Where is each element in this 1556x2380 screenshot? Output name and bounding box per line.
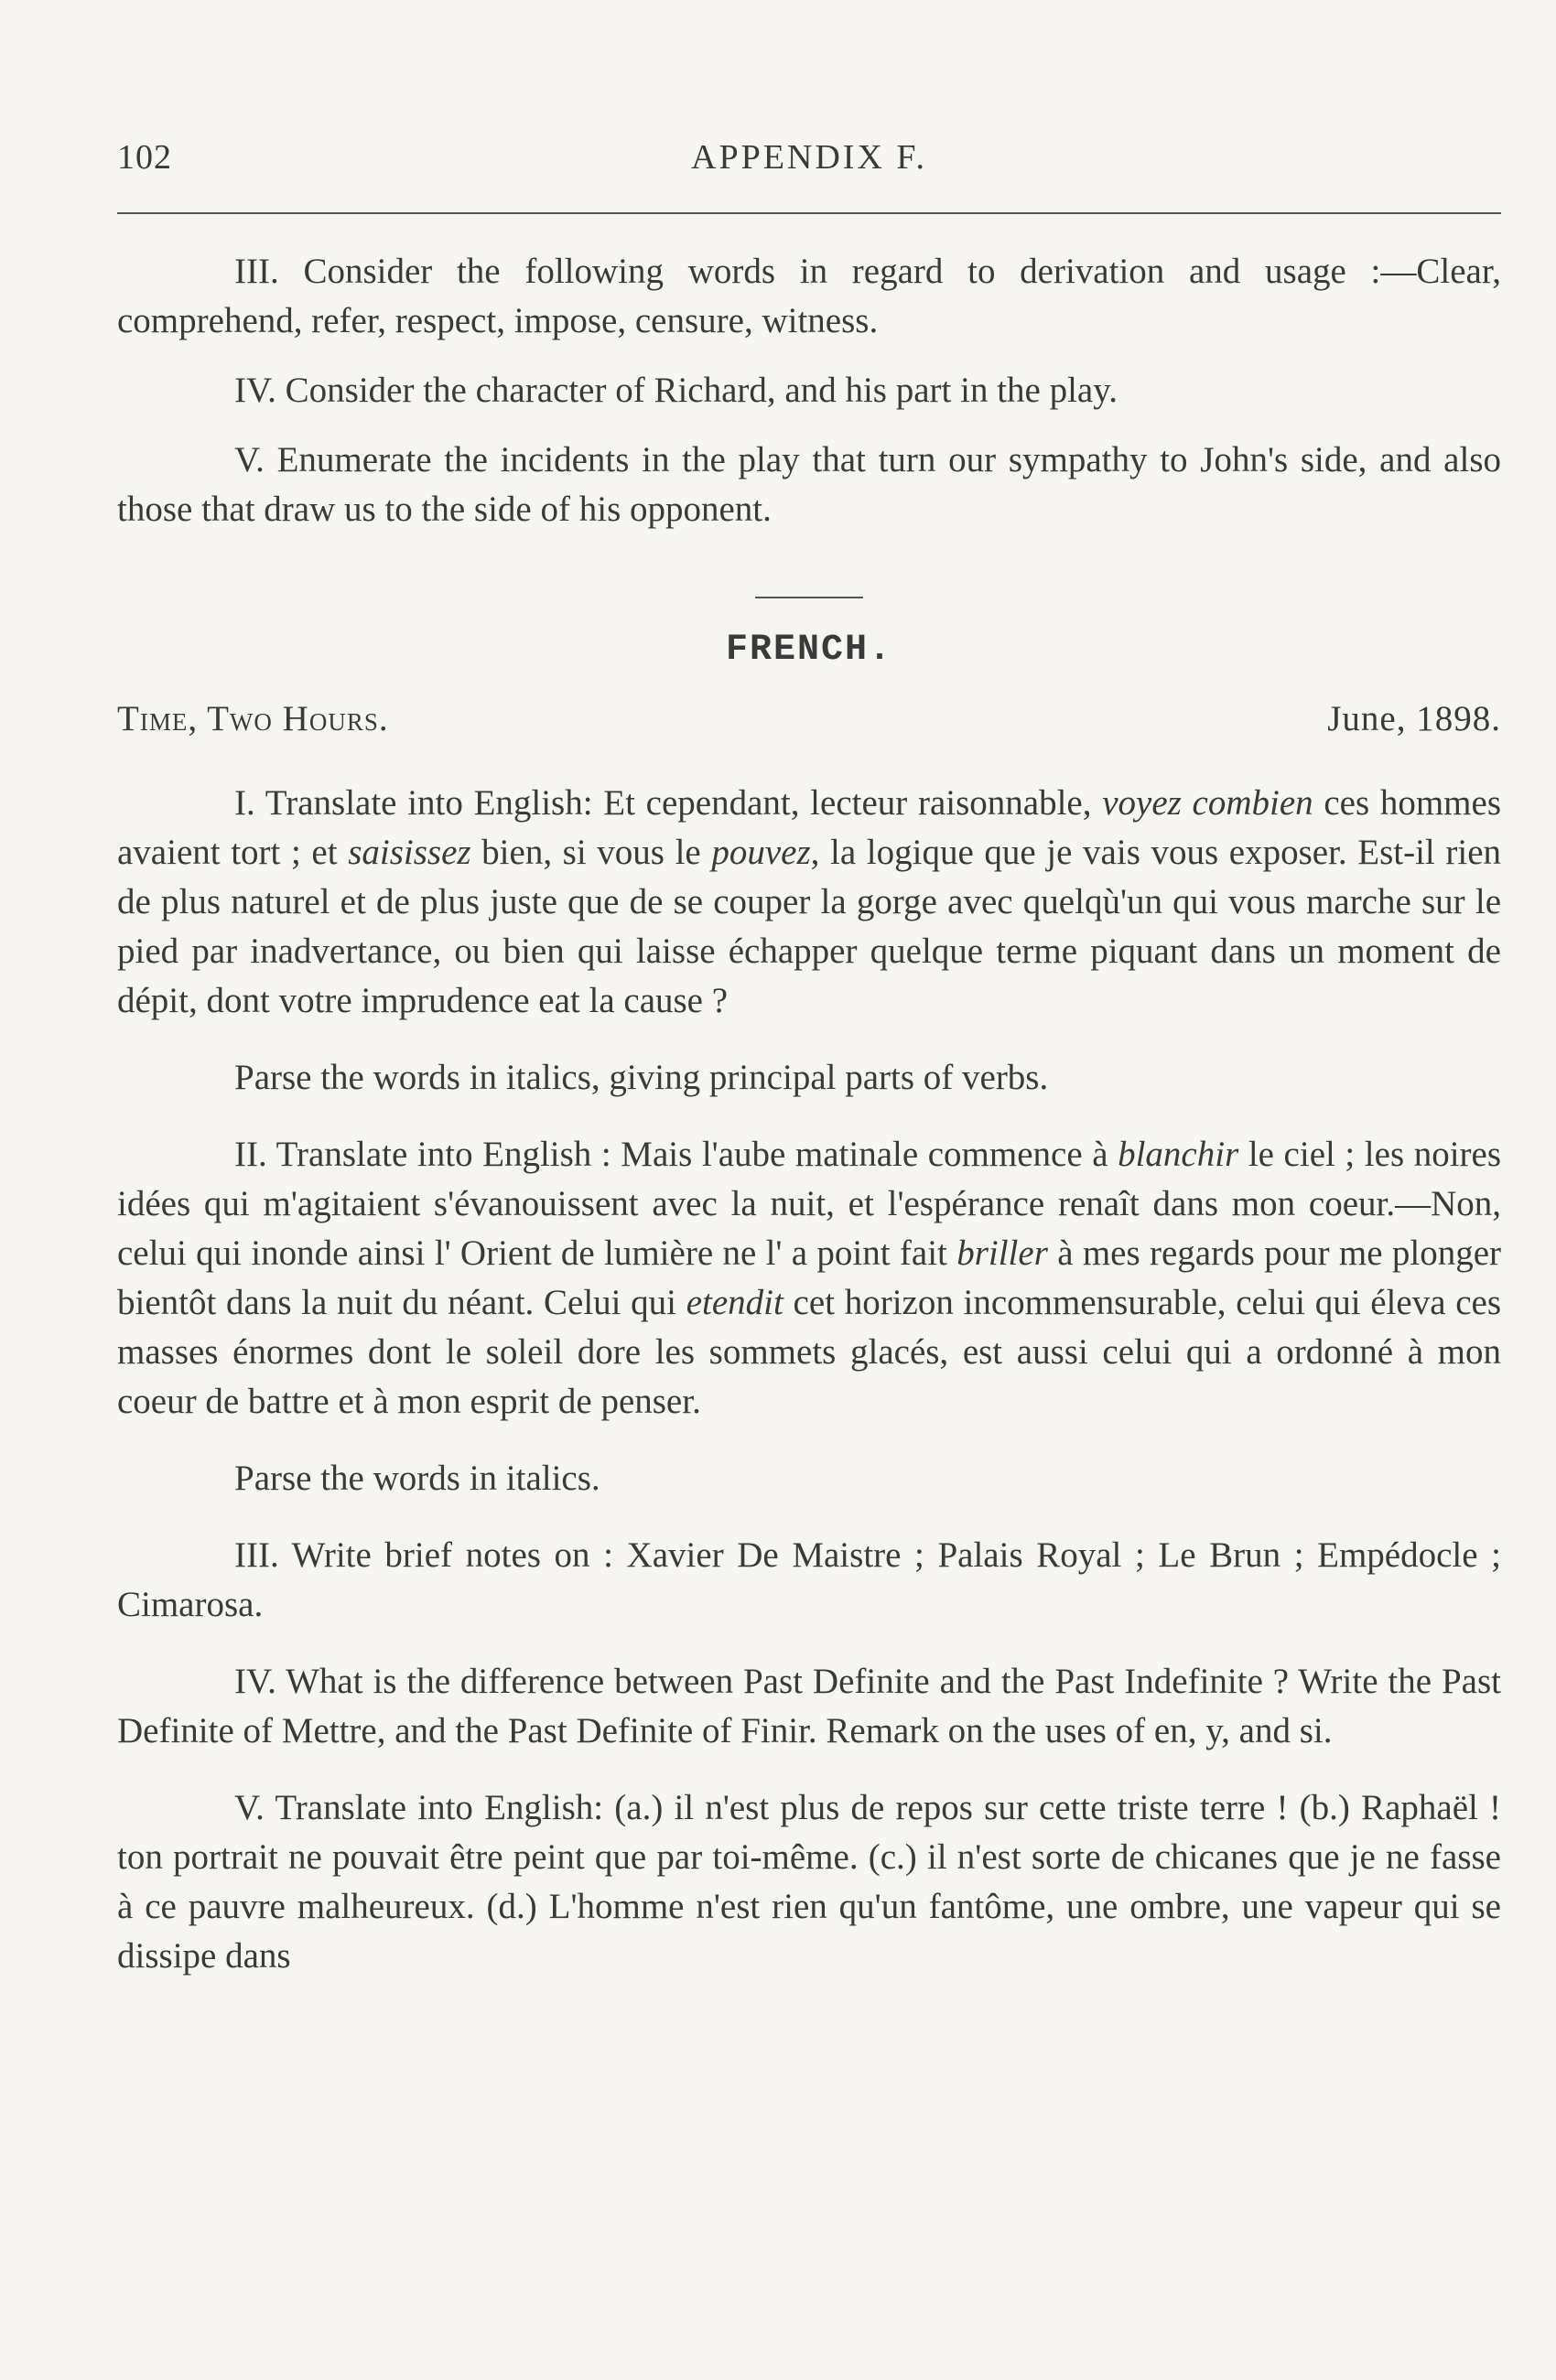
english-question-4 (117, 366, 1501, 415)
italic-word: etendit (686, 1283, 783, 1322)
exam-meta (117, 698, 1501, 748)
question-numeral: II. (234, 1135, 267, 1174)
english-question-3 (117, 247, 1501, 346)
french-question-2 (117, 1130, 1501, 1427)
question-numeral: I. (234, 783, 255, 823)
italic-word: blanchir (1118, 1135, 1239, 1174)
section-title-french: FRENCH. (725, 630, 893, 671)
question-numeral: III. (234, 1535, 279, 1575)
french-question-3 (117, 1531, 1501, 1630)
section-divider (755, 597, 863, 598)
french-question-4 (117, 1657, 1501, 1756)
italic-word: pouvez (711, 833, 811, 872)
page-header (117, 137, 1501, 201)
question-text: Write brief notes on : Xavier De Maistre ; Palais Royal ; Le Brun ; Empédocle ; Cimarosa. (117, 1535, 1501, 1624)
question-text: à mes regards pour me plonger bientôt dans la nuit du néant. Celui qui (117, 1233, 1501, 1322)
french-question-1 (117, 779, 1501, 1026)
running-title: APPENDIX F. (691, 138, 927, 177)
question-text: Translate into English : Mais l'aube matinale commence à (276, 1135, 1118, 1174)
question-text: Translate into English: (a.) il n'est plus de repos sur cette triste terre ! (b.) Raphaël ! ton portrait ne pouvait être peint que par toi-même. (c.) il n'est sorte de chicanes que je ne fasse à ce pauvre malheureux. (d.) L'homme n'est rien qu'un fantôme, une ombre, une vapeur qui se dissipe dans (117, 1788, 1501, 1976)
question-numeral: V. (234, 1788, 265, 1827)
french-question-2-parse: Parse the words in italics. (234, 1459, 600, 1498)
italic-word: voyez combien (1102, 783, 1313, 823)
exam-date: June, 1898. (1327, 699, 1501, 738)
french-question-5 (117, 1783, 1501, 1981)
question-numeral: V. (234, 440, 265, 479)
question-text: What is the difference between Past Definite and the Past Indefinite ? Write the Past Definite of Mettre, and the Past Definite of Finir. Remark on the uses of en, y, and si. (117, 1662, 1501, 1750)
question-text: Translate into English: Et cependant, lecteur raisonnable, (265, 783, 1103, 823)
english-question-5 (117, 436, 1501, 534)
document-page (117, 137, 1501, 1981)
question-text: bien, si vous le (470, 833, 712, 872)
french-question-1-parse: Parse the words in italics, giving principal parts of verbs. (234, 1058, 1049, 1097)
header-rule (117, 212, 1501, 214)
question-text: le ciel ; les noires idées qui m'agitaient s'évanouissent avec la nuit, et l'espérance renaît dans mon coeur.—Non, celui qui inonde ainsi l' Orient de lumière ne l' a point fait (117, 1135, 1502, 1273)
question-numeral: III. (234, 252, 279, 291)
question-text: Consider the character of Richard, and his part in the play. (285, 371, 1118, 410)
question-text: Enumerate the incidents in the play that turn our sympathy to John's side, and also those that draw us to the side of his opponent. (117, 440, 1502, 529)
italic-word: saisissez (348, 833, 471, 872)
exam-time: Time, Two Hours. (117, 699, 389, 738)
italic-word: briller (956, 1233, 1048, 1273)
question-text: Consider the following words in regard to derivation and usage :—Clear, comprehend, refer, respect, impose, censure, witness. (117, 252, 1502, 340)
page-number: 102 (117, 138, 172, 177)
question-text: , la logique que je vais vous exposer. Est-il rien de plus naturel et de plus juste que de se couper la gorge avec quelqù'un qui vous marche sur le pied par inadvertance, ou bien qui laisse échapper quelque terme piquant dans un moment de dépit, dont votre imprudence eat la cause ? (117, 833, 1502, 1020)
question-numeral: IV. (234, 371, 276, 410)
question-text: cet horizon incommensurable, celui qui éleva ces masses énormes dont le soleil dore les sommets glacés, est aussi celui qui a ordonné à mon coeur de battre et à mon esprit de penser. (117, 1283, 1501, 1421)
question-numeral: IV. (234, 1662, 276, 1701)
question-text: ces hommes avaient tort ; et (117, 783, 1502, 872)
